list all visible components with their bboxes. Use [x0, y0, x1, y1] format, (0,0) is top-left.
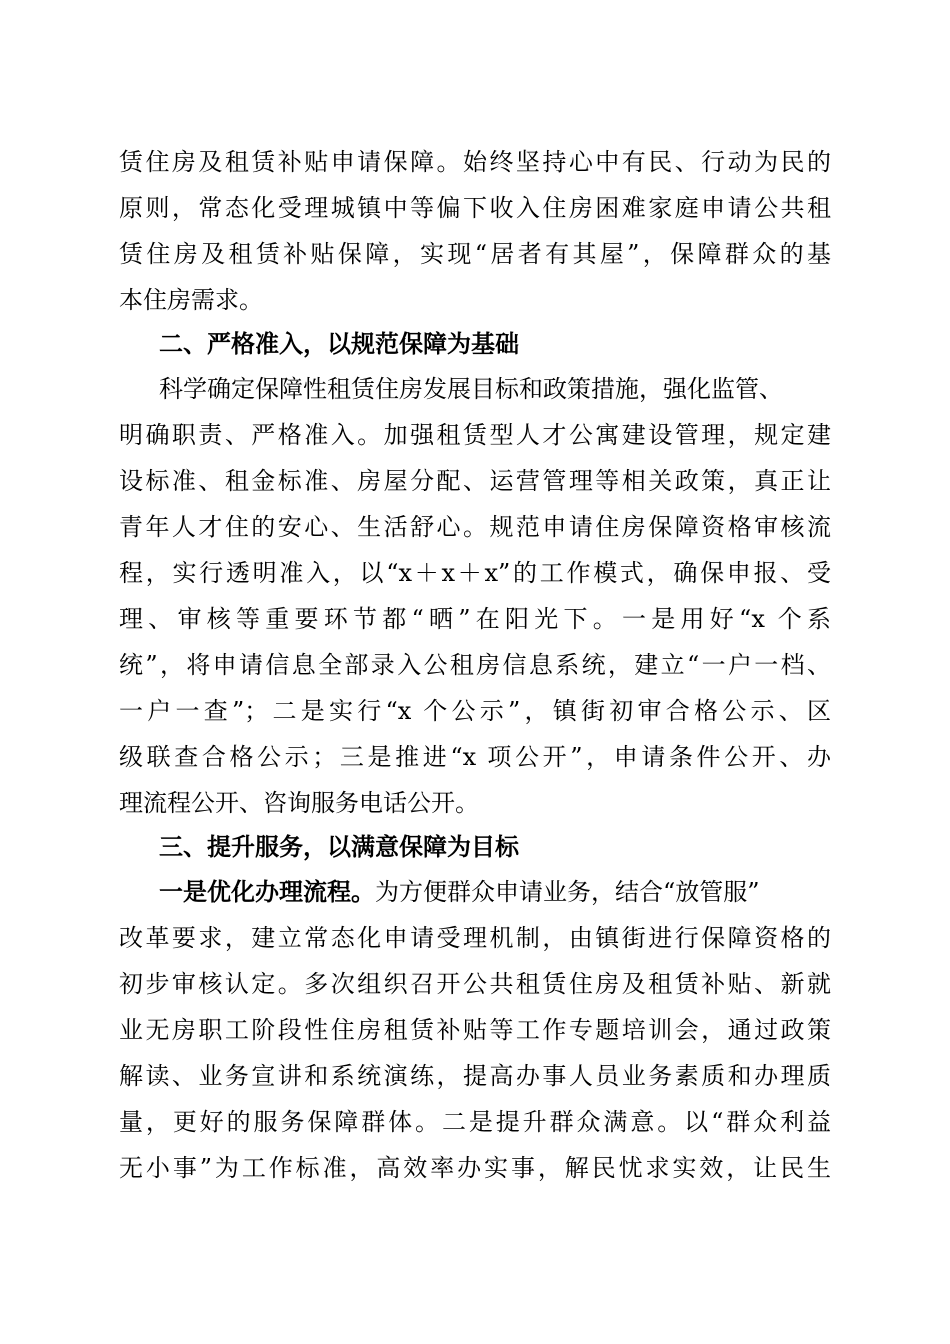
paragraph-line: 业无房职工阶段性住房租赁补贴等工作专题培训会，通过政策 [119, 1016, 831, 1044]
paragraph-line: 赁住房及租赁补贴申请保障。始终坚持心中有民、行动为民的 [119, 148, 831, 176]
section-heading-3: 三、提升服务，以满意保障为目标 [159, 833, 519, 861]
paragraph-line: 一户一查”；二是实行“x 个公示”，镇街初审合格公示、区 [119, 697, 831, 725]
paragraph-line: 解读、业务宣讲和系统演练，提高办事人员业务素质和办理质 [119, 1062, 831, 1090]
paragraph-line: 初步审核认定。多次组织召开公共租赁住房及租赁补贴、新就 [119, 970, 831, 998]
lead-phrase: 一是优化办理流程。 [159, 878, 375, 906]
paragraph-line: 级联查合格公示；三是推进“x 项公开”，申请条件公开、办 [119, 743, 831, 771]
paragraph-line: 改革要求，建立常态化申请受理机制，由镇街进行保障资格的 [119, 924, 831, 952]
paragraph-line: 原则，常态化受理城镇中等偏下收入住房困难家庭申请公共租 [119, 194, 831, 222]
paragraph-line: 设标准、租金标准、房屋分配、运营管理等相关政策，真正让 [119, 467, 831, 495]
paragraph-line: 科学确定保障性租赁住房发展目标和政策措施，强化监管、 [159, 375, 783, 403]
paragraph-line: 理、审核等重要环节都“晒”在阳光下。一是用好“x 个系 [119, 605, 831, 633]
paragraph-line-text: 为方便群众申请业务，结合“放管服” [375, 878, 760, 906]
paragraph-line: 无小事”为工作标准，高效率办实事，解民忧求实效，让民生 [119, 1154, 831, 1182]
paragraph-line: 赁住房及租赁补贴保障，实现“居者有其屋”，保障群众的基 [119, 240, 831, 268]
paragraph-line: 量，更好的服务保障群体。二是提升群众满意。以“群众利益 [119, 1108, 831, 1136]
section-heading-2: 二、严格准入，以规范保障为基础 [159, 330, 519, 358]
paragraph-line [159, 869, 760, 915]
paragraph-line: 程，实行透明准入，以“x＋x＋x”的工作模式，确保申报、受 [119, 559, 831, 587]
paragraph-line: 本住房需求。 [119, 286, 263, 314]
paragraph-line: 统”，将申请信息全部录入公租房信息系统，建立“一户一档、 [119, 651, 831, 679]
paragraph-line: 理流程公开、咨询服务电话公开。 [119, 789, 479, 817]
paragraph-line: 青年人才住的安心、生活舒心。规范申请住房保障资格审核流 [119, 513, 831, 541]
paragraph-line: 明确职责、严格准入。加强租赁型人才公寓建设管理，规定建 [119, 421, 831, 449]
